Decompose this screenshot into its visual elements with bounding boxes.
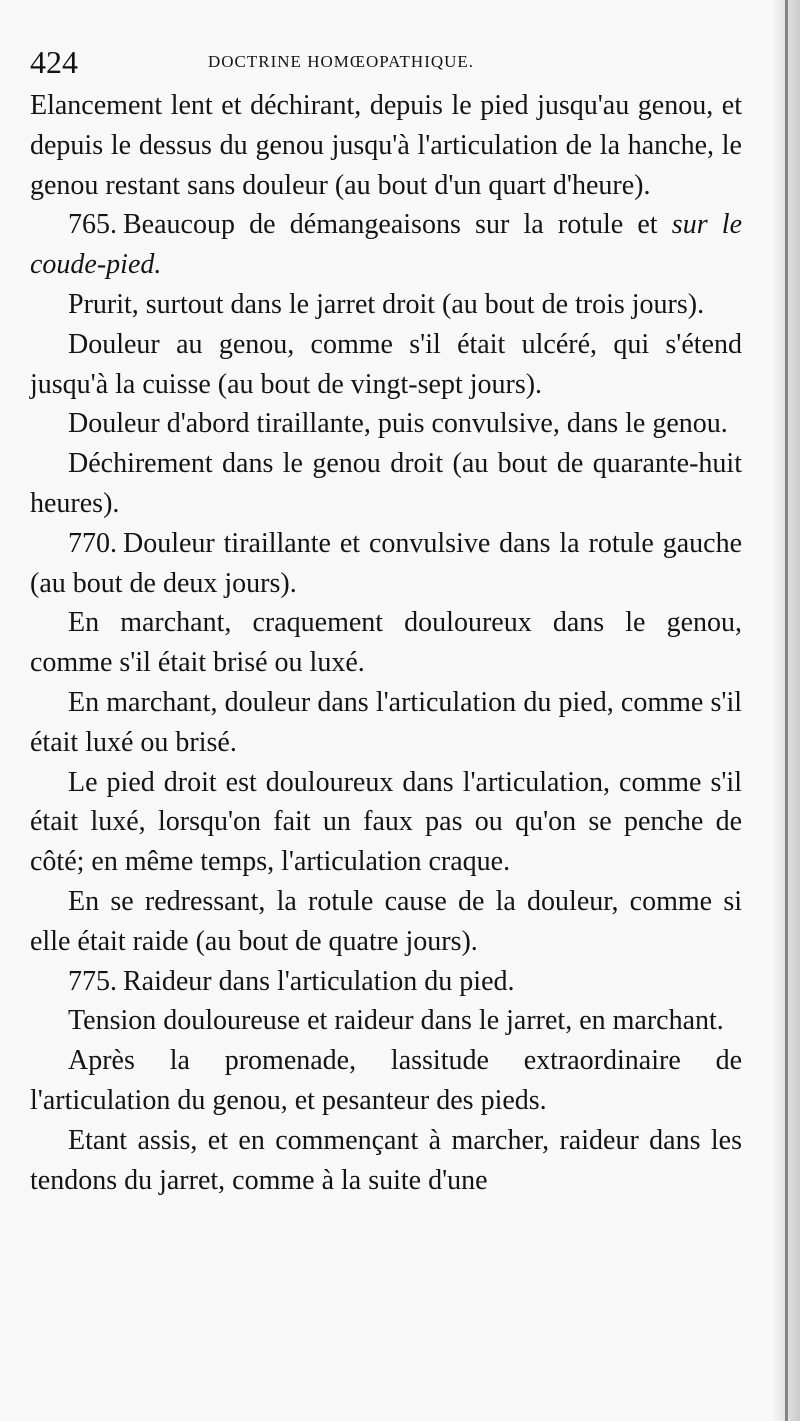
paragraph-number: 775. — [68, 965, 117, 997]
paragraph — [30, 1121, 742, 1201]
paragraph — [30, 524, 742, 604]
paragraph-text: Douleur tiraillante et convulsive dans la rotule gauche (au bout de deux jours). — [30, 527, 742, 599]
paragraph-text: Raideur dans l'articulation du pied. — [123, 965, 515, 997]
paragraph-number: 765. — [68, 209, 117, 241]
paragraph-text: En marchant, craquement douloureux dans le genou, comme s'il était brisé ou luxé. — [30, 607, 742, 679]
paragraph-text: Déchirement dans le genou droit (au bout de quarante-huit heures). — [30, 448, 742, 519]
paragraph-text: Beaucoup de démangeaisons sur la rotule et — [123, 209, 658, 241]
paragraph-text: En marchant, douleur dans l'articulation du pied, comme s'il était luxé ou brisé. — [30, 686, 742, 758]
paragraph — [30, 882, 742, 962]
paragraph — [30, 683, 742, 763]
paragraph-text: Douleur au genou, comme s'il était ulcéré, qui s'étend jusqu'à la cuisse (au bout de vingt-sept jours). — [30, 328, 742, 400]
paragraph — [30, 763, 742, 882]
paragraph — [30, 962, 742, 1002]
paragraph-text: Etant assis, et en commençant à marcher, raideur dans les tendons du jarret, comme à la suite d'une — [30, 1124, 742, 1196]
paragraph-text: Tension douloureuse et raideur dans le jarret, en marchant. — [68, 1005, 724, 1037]
paragraph-text: Douleur d'abord tiraillante, puis convulsive, dans le genou. — [68, 408, 728, 440]
paragraph-text: Elancement lent et déchirant, depuis le pied jusqu'au genou, et depuis le dessus du genou jusqu'à l'articulation de la hanche, le genou restant sans douleur (au bout d'un quart d'heure). — [30, 90, 742, 201]
page-number: 424 — [30, 44, 78, 80]
paragraph — [30, 205, 742, 285]
paragraph — [30, 444, 742, 524]
paragraph-text: Le pied droit est douloureux dans l'articulation, comme s'il était luxé, lorsqu'on fait un faux pas ou qu'on se penche de côté; en même temps, l'articulation craque. — [30, 766, 742, 878]
paragraph — [30, 404, 742, 444]
paragraph — [30, 1041, 742, 1121]
paragraph-italic-text: sur le coude-pied. — [30, 209, 742, 281]
paragraph-number: 770. — [68, 527, 117, 559]
paragraph-text: En se redressant, la rotule cause de la douleur, comme si elle était raide (au bout de quatre jours). — [30, 885, 742, 957]
page-edge-line — [785, 0, 788, 1421]
paragraph — [30, 325, 742, 405]
running-head — [30, 42, 760, 82]
paragraph — [30, 1001, 742, 1041]
body-text — [30, 86, 742, 1200]
paragraph-text: Prurit, surtout dans le jarret droit (au bout de trois jours). — [68, 288, 705, 320]
paragraph — [30, 603, 742, 683]
paragraph-text: Après la promenade, lassitude extraordinaire de l'articulation du genou, et pesanteur des pieds. — [30, 1045, 742, 1116]
paragraph — [30, 86, 742, 205]
running-title: DOCTRINE HOMŒOPATHIQUE. — [208, 52, 475, 71]
paragraph — [30, 285, 742, 325]
